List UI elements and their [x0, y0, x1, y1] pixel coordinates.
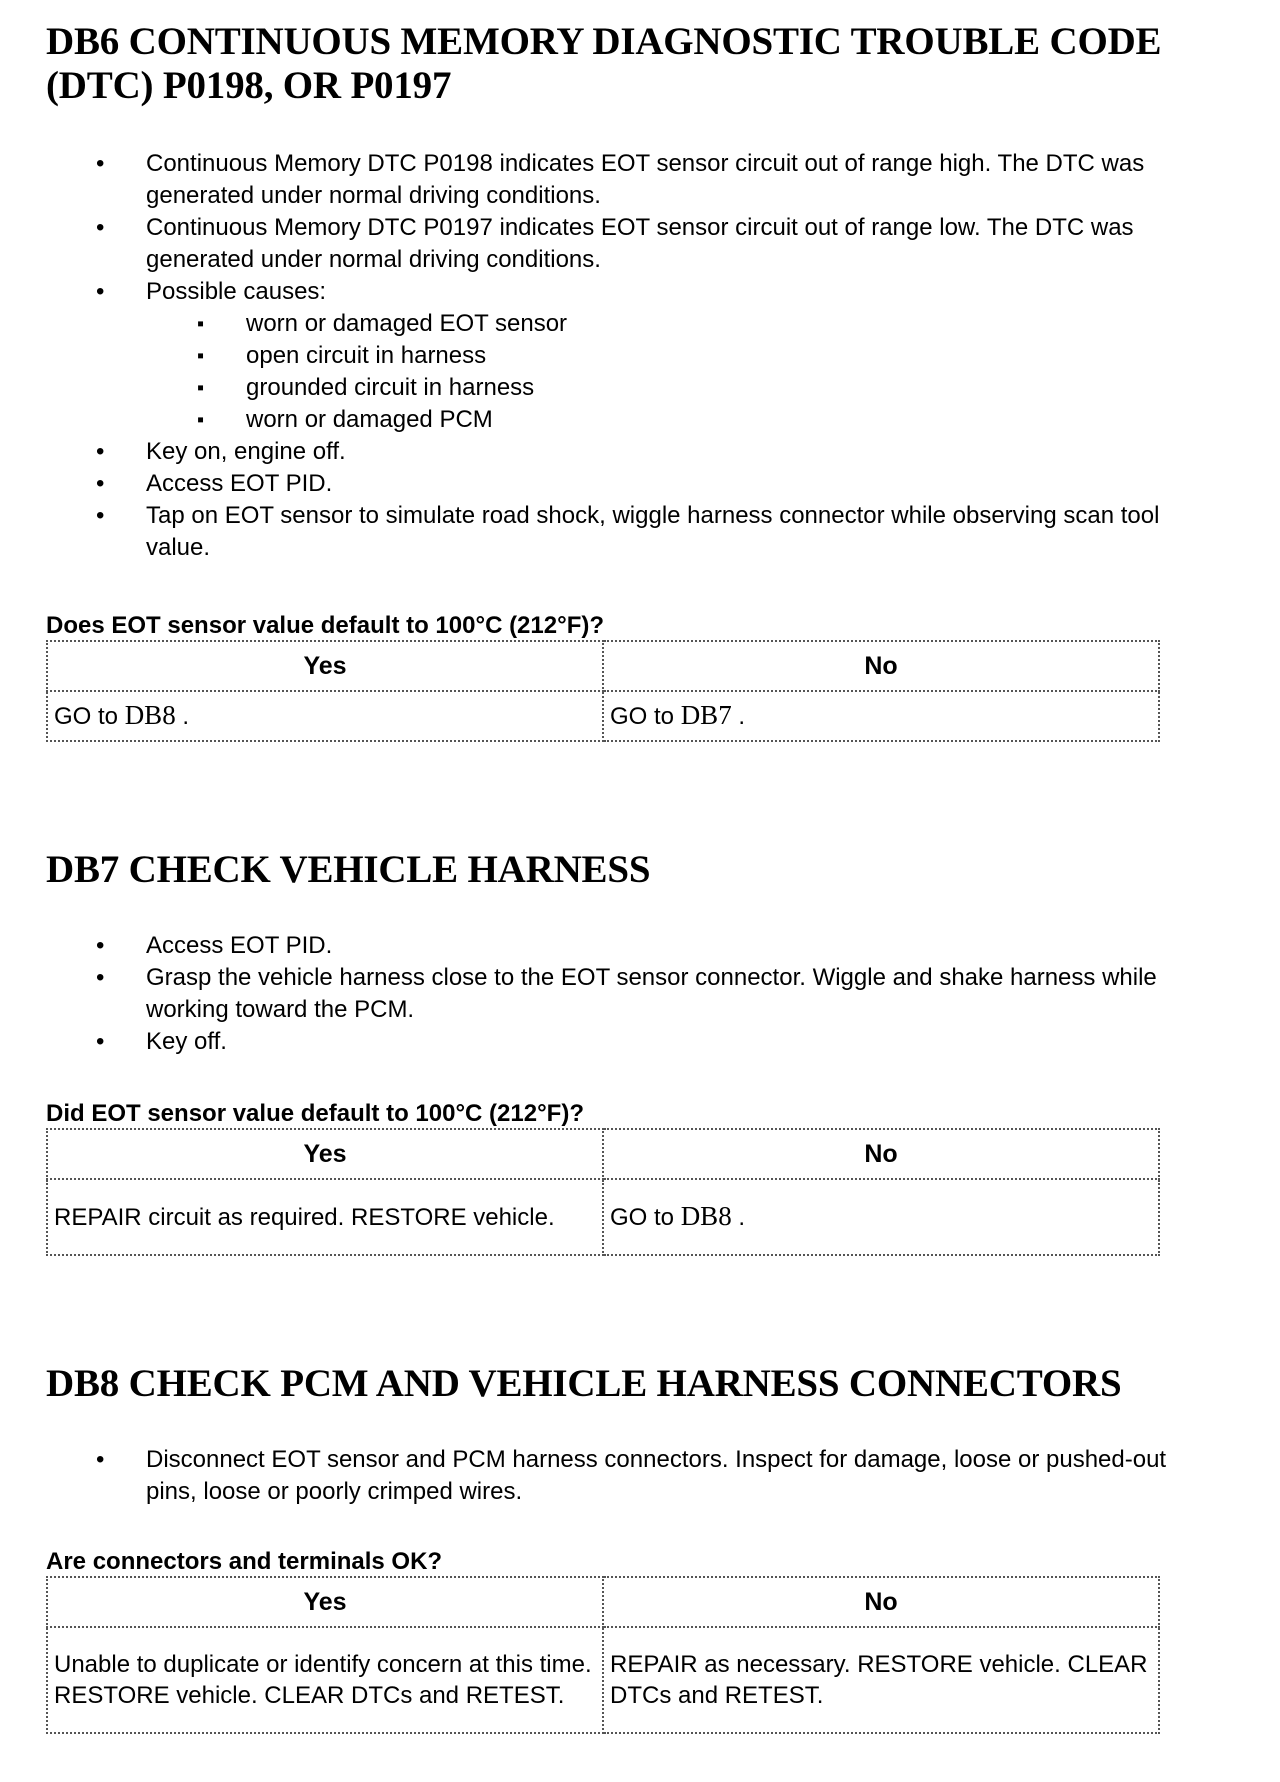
db7-title: DB7 CHECK VEHICLE HARNESS — [46, 848, 651, 891]
list-item: • Grasp the vehicle harness close to the EOT sensor connector. Wiggle and shake harness while working toward the PCM. — [46, 962, 1206, 1026]
no-cell: GO to DB7 . — [603, 691, 1159, 741]
list-item: • Access EOT PID. — [46, 468, 1206, 500]
link-db8[interactable]: DB8 — [124, 700, 176, 730]
list-item: • Continuous Memory DTC P0198 indicates EOT sensor circuit out of range high. The DTC was generated under normal driving conditions. — [46, 148, 1206, 212]
no-header: No — [603, 1129, 1159, 1179]
no-header: No — [603, 641, 1159, 691]
db7-question-block — [46, 1100, 1246, 1256]
db8-answer-table — [46, 1576, 1160, 1734]
db7-bullet-list — [46, 930, 1206, 1058]
cause-item: ▪ worn or damaged EOT sensor — [146, 308, 1206, 340]
list-item: • Tap on EOT sensor to simulate road shock, wiggle harness connector while observing scan tool value. — [46, 500, 1206, 564]
db7-question: Did EOT sensor value default to 100°C (212°F)? — [46, 1100, 584, 1127]
db8-section — [46, 1362, 1246, 1406]
link-db8[interactable]: DB8 — [680, 1201, 732, 1231]
db8-title: DB8 CHECK PCM AND VEHICLE HARNESS CONNECTORS — [46, 1362, 1122, 1405]
list-item: • Access EOT PID. — [46, 930, 1206, 962]
yes-header: Yes — [47, 1129, 603, 1179]
yes-header: Yes — [47, 641, 603, 691]
no-cell: GO to DB8 . — [603, 1179, 1159, 1255]
db6-question-block — [46, 612, 1246, 742]
cause-item: ▪ worn or damaged PCM — [146, 404, 1206, 436]
list-item: • Continuous Memory DTC P0197 indicates EOT sensor circuit out of range low. The DTC was generated under normal driving conditions. — [46, 212, 1206, 276]
db6-answer-table — [46, 640, 1160, 742]
db7-section — [46, 848, 1246, 892]
causes-list — [146, 308, 1206, 436]
yes-cell: Unable to duplicate or identify concern at this time. RESTORE vehicle. CLEAR DTCs and RETEST. — [47, 1627, 603, 1733]
list-item — [46, 276, 1206, 436]
db8-question-block — [46, 1548, 1246, 1734]
db6-question: Does EOT sensor value default to 100°C (212°F)? — [46, 612, 605, 639]
cause-item: ▪ grounded circuit in harness — [146, 372, 1206, 404]
db7-answer-table — [46, 1128, 1160, 1256]
cause-item: ▪ open circuit in harness — [146, 340, 1206, 372]
no-cell: REPAIR as necessary. RESTORE vehicle. CLEAR DTCs and RETEST. — [603, 1627, 1159, 1733]
db8-question: Are connectors and terminals OK? — [46, 1548, 443, 1575]
possible-causes-label: Possible causes: — [146, 278, 327, 305]
db6-title-line2: (DTC) P0198, OR P0197 — [46, 64, 452, 107]
list-item: • Disconnect EOT sensor and PCM harness connectors. Inspect for damage, loose or pushed-out pins, loose or poorly crimped wires. — [46, 1444, 1206, 1508]
db6-section — [46, 20, 1246, 108]
db6-title — [46, 20, 1246, 108]
list-item: • Key on, engine off. — [46, 436, 1206, 468]
yes-cell: GO to DB8 . — [47, 691, 603, 741]
list-item: • Key off. — [46, 1026, 1206, 1058]
db6-title-line1: DB6 CONTINUOUS MEMORY DIAGNOSTIC TROUBLE CODE — [46, 20, 1162, 63]
db8-bullet-list — [46, 1444, 1206, 1508]
yes-header: Yes — [47, 1577, 603, 1627]
db6-bullet-list — [46, 148, 1206, 564]
link-db7[interactable]: DB7 — [680, 700, 732, 730]
yes-cell: REPAIR circuit as required. RESTORE vehicle. — [47, 1179, 603, 1255]
no-header: No — [603, 1577, 1159, 1627]
